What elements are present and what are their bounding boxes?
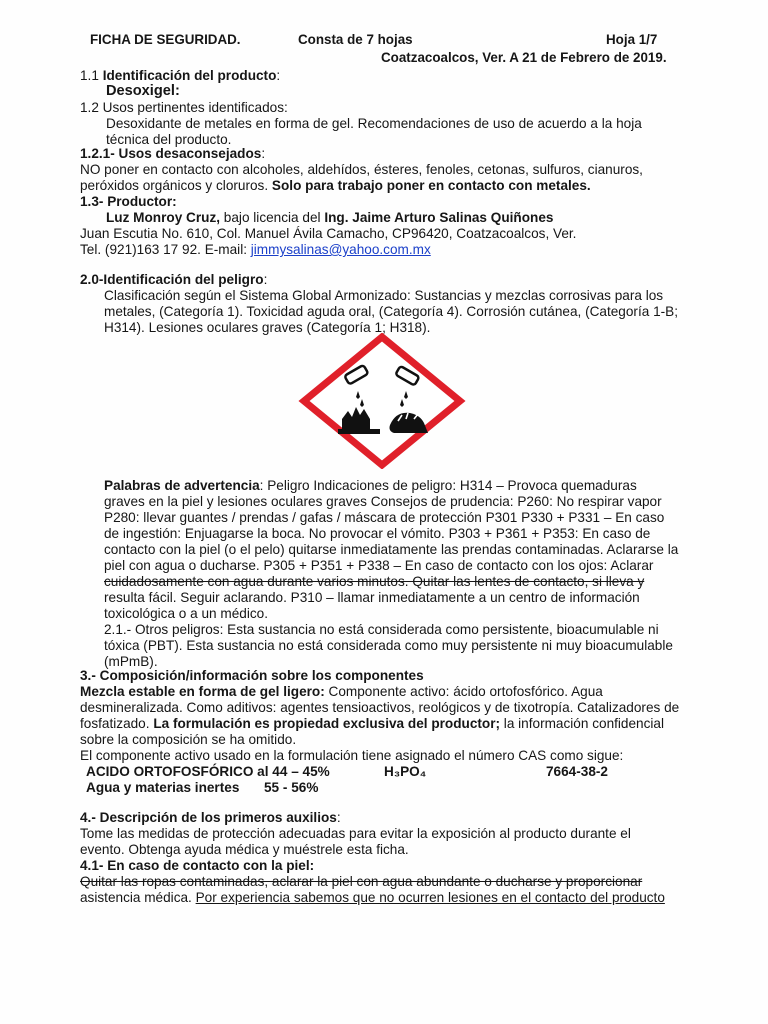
producer-name: Luz Monroy Cruz, — [106, 210, 221, 225]
section-3-title: 3.- Composición/información sobre los componentes — [80, 668, 424, 683]
warnings-line: graves en la piel y lesiones oculares graves Consejos de prudencia: P260: No respirar vapor — [104, 494, 662, 509]
warnings-line: contacto con la piel (o el pelo) quitarse inmediatamente las prendas contaminadas. Aclararse la — [104, 542, 679, 557]
warnings-line: toxicológica o a un médico. — [104, 606, 268, 621]
section-title: Identificación del producto — [102, 68, 277, 83]
component-name: ACIDO ORTOFOSFÓRICO al 44 – 45% — [86, 764, 330, 779]
classification-line: H314). Lesiones oculares graves (Categoría 1; H318). — [104, 320, 431, 335]
classification-line: metales, (Categoría 1). Toxicidad aguda oral, (Categoría 4). Corrosión cutánea, (Categoría 1-B; — [104, 304, 679, 319]
component-cas: 7664-38-2 — [546, 764, 608, 779]
corrosion-pictogram-icon — [298, 333, 466, 469]
component-percent: 55 - 56% — [264, 780, 319, 795]
composition-line — [80, 716, 664, 732]
section-1-2-title: 1.2 Usos pertinentes identificados: — [80, 100, 288, 115]
sheet-number: Hoja 1/7 — [606, 32, 658, 47]
unwanted-uses-line — [80, 178, 591, 194]
skin-contact-line — [80, 890, 665, 906]
uses-line: Desoxidante de metales en forma de gel. Recomendaciones de uso de acuerdo a la hoja — [106, 116, 642, 131]
text-span: La formulación es propiedad exclusiva del productor; — [153, 716, 501, 731]
producer-line — [106, 210, 553, 226]
warnings-label: Palabras de advertencia — [104, 478, 260, 493]
section-1-1: 1.1 Identificación del producto: — [80, 68, 281, 83]
section-title: 4.- Descripción de los primeros auxilios — [80, 810, 337, 825]
section-number: 1.1 — [80, 68, 99, 83]
section-1-3-title: 1.3- Productor: — [80, 194, 177, 209]
section-1-2-1-title: 1.2.1- Usos desaconsejados: — [80, 146, 266, 161]
email-link[interactable]: jimmysalinas@yahoo.com.mx — [250, 242, 431, 257]
text-span: : Peligro Indicaciones de peligro: H314 – Provoca quemaduras — [259, 478, 637, 493]
text-span: Por experiencia sabemos que no ocurren lesiones en el contacto del producto — [195, 890, 665, 905]
warnings-line: resulta fácil. Seguir aclarando. P310 – llamar inmediatamente a un centro de información — [104, 590, 640, 605]
section-2-title: 2.0-Identificación del peligro: — [80, 272, 268, 287]
engineer-name: Ing. Jaime Arturo Salinas Quiñones — [324, 210, 554, 225]
section-4-title: 4.- Descripción de los primeros auxilios: — [80, 810, 341, 825]
composition-line: desmineralizada. Como aditivos: agentes tensioactivos, reológicos y de tixotropía. Catalizadores de — [80, 700, 680, 715]
other-hazards-line: (mPmB). — [104, 654, 158, 669]
unwanted-uses-line: NO poner en contacto con alcoholes, aldehídos, ésteres, fenoles, cetonas, sulfuros, cianuros, — [80, 162, 643, 177]
composition-line: El componente activo usado en la formulación tiene asignado el número CAS como sigue: — [80, 748, 624, 763]
text-span: Componente activo: ácido ortofosfórico. Agua — [324, 684, 603, 699]
component-name: Agua y materias inertes — [86, 780, 240, 795]
warnings-line: piel con agua o ducharse. P305 + P351 + P338 – En caso de contacto con los ojos: Aclarar — [104, 558, 654, 573]
text-span: fosfatizado. — [80, 716, 154, 731]
address: Juan Escutia No. 610, Col. Manuel Ávila Camacho, CP96420, Coatzacoalcos, Ver. — [80, 226, 577, 241]
warnings-line: cuidadosamente con agua durante varios minutos. Quitar las lentes de contacto, si lleva y — [104, 574, 645, 589]
doc-title: FICHA DE SEGURIDAD. — [90, 32, 241, 47]
composition-line — [80, 684, 603, 700]
first-aid-line: evento. Obtenga ayuda médica y muéstrele esta ficha. — [80, 842, 409, 857]
first-aid-line: Tome las medidas de protección adecuadas para evitar la exposición al producto durante el — [80, 826, 631, 841]
component-formula: H₃PO₄ — [384, 764, 427, 779]
warnings-line — [104, 478, 637, 494]
place-date: Coatzacoalcos, Ver. A 21 de Febrero de 2019. — [381, 50, 667, 65]
skin-contact-line: Quitar las ropas contaminadas, aclarar la piel con agua abundante o ducharse y proporcionar — [80, 874, 643, 889]
text-span: asistencia médica. — [80, 890, 196, 905]
contact-line — [80, 242, 431, 258]
text-span: peróxidos orgánicos y cloruros. — [80, 178, 272, 193]
product-name: Desoxigel: — [106, 83, 180, 99]
other-hazards-line: 2.1.- Otros peligros: Esta sustancia no está considerada como persistente, bioacumulable ni — [104, 622, 659, 637]
classification-line: Clasificación según el Sistema Global Armonizado: Sustancias y mezclas corrosivas para los — [104, 288, 664, 303]
warnings-line: de ingestión: Enjuagarse la boca. No provocar el vómito. P303 + P361 + P353: En caso de — [104, 526, 651, 541]
uses-line: técnica del producto. — [106, 132, 232, 147]
section-title: 1.2.1- Usos desaconsejados — [80, 146, 262, 161]
composition-line: sobre la composición se ha omitido. — [80, 732, 297, 747]
text-span: la información confidencial — [500, 716, 664, 731]
section-4-1-title: 4.1- En caso de contacto con la piel: — [80, 858, 315, 873]
section-title: 2.0-Identificación del peligro — [80, 272, 264, 287]
text-span: bajo licencia del — [220, 210, 325, 225]
other-hazards-line: tóxica (PBT). Esta sustancia no está considerada como muy persistente ni muy bioacumulable — [104, 638, 673, 653]
text-span: Mezcla estable en forma de gel ligero: — [80, 684, 325, 699]
text-span: Solo para trabajo poner en contacto con metales. — [271, 178, 591, 193]
page-count: Consta de 7 hojas — [298, 32, 413, 47]
warnings-line: P280: llevar guantes / prendas / gafas / máscara de protección P301 P330 + P331 – En caso — [104, 510, 665, 525]
phone: Tel. (921)163 17 92. E-mail: — [80, 242, 251, 257]
